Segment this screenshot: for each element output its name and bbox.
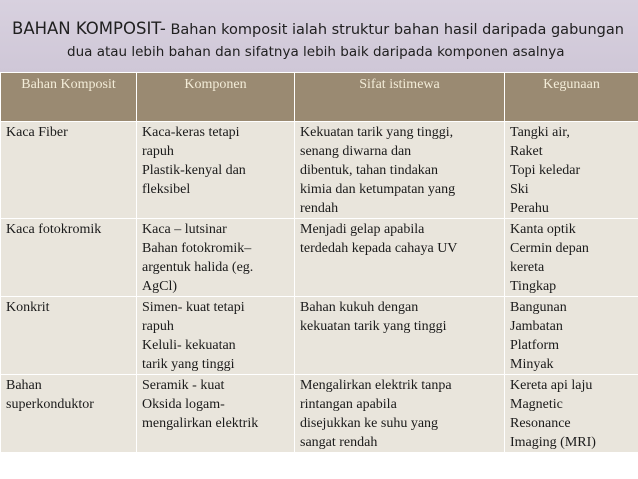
cell-uses (505, 297, 638, 375)
cell-line: Platform (510, 338, 559, 353)
cell-line: Kanta optik (510, 222, 576, 237)
cell-components (137, 219, 295, 297)
table-row (1, 219, 638, 297)
cell-line: Kaca – lutsinar (142, 222, 227, 237)
cell-material (1, 375, 137, 453)
cell-line: Kereta api laju (510, 378, 593, 393)
header-sifat-istimewa (295, 73, 505, 122)
header-komponen (137, 73, 295, 122)
cell-uses (505, 219, 638, 297)
definition-line-2: dua atau lebih bahan dan sifatnya lebih baik daripada komponen asalnya (67, 44, 565, 60)
cell-components (137, 122, 295, 219)
cell-line: Perahu (510, 201, 549, 216)
cell-line: Konkrit (6, 300, 50, 315)
cell-line: superkonduktor (6, 397, 94, 412)
cell-properties (295, 375, 505, 453)
cell-uses (505, 122, 638, 219)
cell-line: AgCl) (142, 279, 177, 294)
cell-line: rendah (300, 201, 339, 216)
cell-line: Seramik - kuat (142, 378, 225, 393)
cell-line: Jambatan (510, 319, 563, 334)
cell-line: Oksida logam- (142, 397, 225, 412)
cell-line: kereta (510, 260, 545, 275)
cell-line: sangat rendah (300, 435, 378, 450)
cell-line: rintangan apabila (300, 397, 397, 412)
cell-line: Bahan kukuh dengan (300, 300, 419, 315)
cell-line: Cermin depan (510, 241, 589, 256)
cell-uses (505, 375, 638, 453)
cell-line: Ski (510, 182, 529, 197)
cell-line: rapuh (142, 319, 174, 334)
table-row (1, 297, 638, 375)
cell-line: Bahan (6, 378, 42, 393)
slide-title: BAHAN KOMPOSIT (12, 19, 160, 38)
cell-line: Tingkap (510, 279, 557, 294)
cell-line: terdedah kepada cahaya UV (300, 241, 458, 256)
cell-components (137, 297, 295, 375)
composite-table (0, 72, 638, 453)
cell-line: Mengalirkan elektrik tanpa (300, 378, 452, 393)
cell-line: Tangki air, (510, 125, 570, 140)
cell-line: Minyak (510, 357, 554, 372)
header-text: Komponen (184, 77, 247, 92)
cell-line: Bangunan (510, 300, 567, 315)
header-text: Sifat istimewa (359, 77, 440, 92)
header-line-1 (12, 18, 630, 41)
cell-line: fleksibel (142, 182, 191, 197)
cell-line: tarik yang tinggi (142, 357, 235, 372)
cell-line: Resonance (510, 416, 571, 431)
header-text: Kegunaan (543, 77, 600, 92)
cell-components (137, 375, 295, 453)
cell-line: senang diwarna dan (300, 144, 412, 159)
definition-line-1: Bahan komposit ialah struktur bahan hasil daripada gabungan (165, 22, 624, 38)
cell-line: kimia dan ketumpatan yang (300, 182, 456, 197)
title-separator: - (159, 19, 166, 38)
cell-line: argentuk halida (eg. (142, 260, 254, 275)
cell-line: Kaca Fiber (6, 125, 68, 140)
header-bahan-komposit (1, 73, 137, 122)
cell-line: rapuh (142, 144, 174, 159)
cell-line: Kaca fotokromik (6, 222, 102, 237)
cell-properties (295, 122, 505, 219)
cell-line: mengalirkan elektrik (142, 416, 259, 431)
cell-line: kekuatan tarik yang tinggi (300, 319, 447, 334)
cell-line: Kaca-keras tetapi (142, 125, 240, 140)
table-row (1, 122, 638, 219)
cell-line: Plastik-kenyal dan (142, 163, 246, 178)
cell-line: Menjadi gelap apabila (300, 222, 425, 237)
table-header-row (1, 73, 638, 122)
cell-line: disejukkan ke suhu yang (300, 416, 439, 431)
cell-line: dibentuk, tahan tindakan (300, 163, 439, 178)
header-text: Bahan (21, 77, 58, 92)
cell-line: Kekuatan tarik yang tinggi, (300, 125, 454, 140)
header-text: Komposit (60, 77, 116, 92)
cell-line: Imaging (MRI) (510, 435, 596, 450)
cell-material (1, 297, 137, 375)
cell-line: Topi keledar (510, 163, 581, 178)
cell-line: Simen- kuat tetapi (142, 300, 245, 315)
cell-line: Magnetic (510, 397, 563, 412)
table-row (1, 375, 638, 453)
header-kegunaan (505, 73, 638, 122)
cell-material (1, 122, 137, 219)
cell-properties (295, 219, 505, 297)
cell-material (1, 219, 137, 297)
cell-line: Keluli- kekuatan (142, 338, 236, 353)
cell-line: Bahan fotokromik– (142, 241, 252, 256)
cell-properties (295, 297, 505, 375)
cell-line: Raket (510, 144, 543, 159)
slide-header (0, 0, 638, 72)
